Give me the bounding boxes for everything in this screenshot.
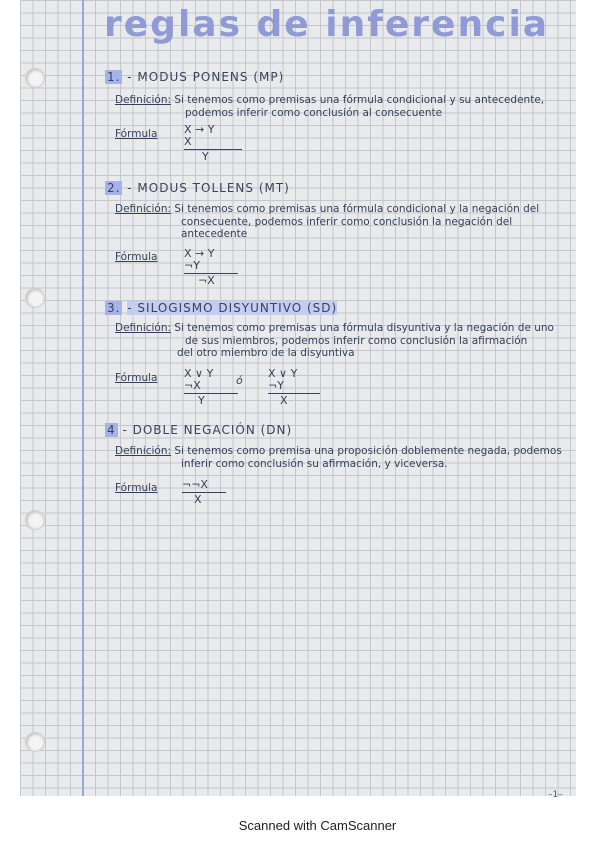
formula-modus-tollens bbox=[184, 248, 238, 287]
definition-line: de sus miembros, podemos inferir como conclusión la afirmación bbox=[185, 334, 528, 347]
premise: ¬¬X bbox=[182, 478, 208, 491]
section-name: - SILOGISMO DISYUNTIVO (SD) bbox=[127, 301, 338, 315]
formula-doble-negacion bbox=[182, 479, 226, 506]
formula-silogismo-disyuntivo bbox=[184, 368, 238, 407]
definition-label: Definición: bbox=[115, 322, 172, 334]
page-title: reglas de inferencia bbox=[104, 4, 550, 45]
definition-line: Si tenemos como premisa una proposición doblemente negada, podemos bbox=[174, 445, 562, 457]
section-heading-silogismo-disyuntivo bbox=[105, 301, 337, 315]
binder-hole bbox=[25, 510, 45, 530]
formula-label: Fórmula bbox=[115, 128, 158, 140]
conclusion: Y bbox=[184, 149, 242, 163]
definition-line: del otro miembro de la disyuntiva bbox=[177, 347, 355, 359]
definition-modus-tollens bbox=[115, 203, 565, 241]
premise: ¬X bbox=[184, 379, 201, 392]
formula-modus-ponens bbox=[184, 124, 242, 163]
section-name: - MODUS TOLLENS (MT) bbox=[127, 181, 290, 195]
definition-line: Si tenemos como premisas una fórmula condicional y la negación del bbox=[174, 203, 540, 215]
definition-line: antecedente bbox=[181, 228, 248, 240]
section-heading-doble-negacion bbox=[105, 423, 292, 437]
definition-label: Definición: bbox=[115, 203, 172, 215]
definition-line: Si tenemos como premisas una fórmula disyuntiva y la negación de uno bbox=[174, 322, 554, 334]
definition-label: Definición: bbox=[115, 94, 172, 106]
formula-label: Fórmula bbox=[115, 372, 158, 384]
binder-hole bbox=[25, 732, 45, 752]
margin-line bbox=[82, 0, 84, 796]
formula-label: Fórmula bbox=[115, 482, 158, 494]
section-number: 1. bbox=[107, 70, 121, 84]
premise: X bbox=[184, 135, 192, 148]
conclusion: X bbox=[182, 492, 226, 506]
definition-modus-ponens bbox=[115, 94, 565, 119]
section-name: - MODUS PONENS (MP) bbox=[127, 70, 285, 84]
premise: X ∨ Y bbox=[268, 367, 298, 380]
binder-hole bbox=[25, 288, 45, 308]
premise: X → Y bbox=[184, 123, 215, 136]
definition-silogismo-disyuntivo bbox=[115, 322, 565, 360]
definition-line: inferir como conclusión su afirmación, y viceversa. bbox=[181, 457, 448, 470]
section-number: 2. bbox=[107, 181, 121, 195]
section-heading-modus-tollens bbox=[105, 181, 290, 195]
conclusion: ¬X bbox=[184, 273, 238, 287]
definition-line: Si tenemos como premisas una fórmula condicional y su antecedente, bbox=[174, 94, 545, 106]
formula-silogismo-disyuntivo-alt bbox=[268, 368, 320, 407]
premise: ¬Y bbox=[268, 379, 284, 392]
page-corner-mark: –1– bbox=[548, 790, 563, 800]
conclusion: Y bbox=[184, 393, 238, 407]
section-number: 4 bbox=[107, 423, 116, 437]
definition-line: consecuente, podemos inferir como conclusión la negación del bbox=[181, 215, 513, 228]
section-heading-modus-ponens bbox=[105, 70, 284, 84]
binder-hole bbox=[25, 68, 45, 88]
definition-doble-negacion bbox=[115, 445, 565, 470]
premise: X ∨ Y bbox=[184, 367, 214, 380]
scanner-watermark: Scanned with CamScanner bbox=[238, 818, 397, 833]
definition-label: Definición: bbox=[115, 445, 172, 457]
conclusion: X bbox=[268, 393, 320, 407]
premise: ¬Y bbox=[184, 259, 200, 272]
section-name: - DOBLE NEGACIÓN (DN) bbox=[122, 423, 293, 437]
alternative-separator: ó bbox=[236, 374, 243, 387]
formula-label: Fórmula bbox=[115, 251, 158, 263]
premise: X → Y bbox=[184, 247, 215, 260]
section-number: 3. bbox=[107, 301, 121, 315]
definition-line: podemos inferir como conclusión al consecuente bbox=[185, 106, 443, 119]
